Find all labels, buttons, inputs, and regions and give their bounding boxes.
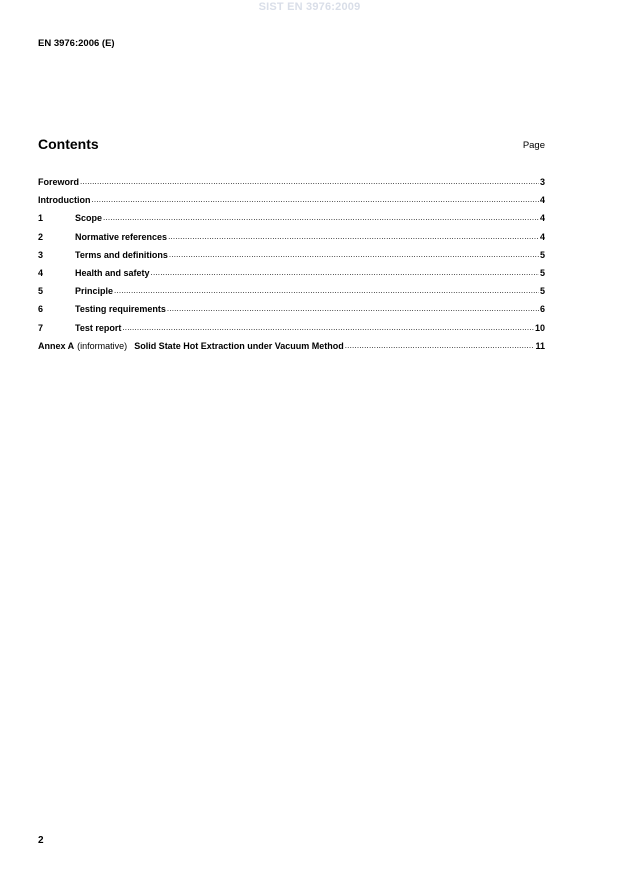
toc-entry-introduction[interactable] [38, 193, 545, 211]
toc-leader-dots [80, 175, 539, 185]
toc-entry-normative-references[interactable] [38, 230, 545, 248]
toc-annex-label: Annex A [38, 340, 75, 351]
toc-leader-dots [92, 193, 539, 203]
toc-entry-title: Scope [75, 213, 103, 224]
toc-entry-number: 2 [38, 231, 44, 242]
toc-entry-annex-a[interactable] [38, 339, 545, 357]
toc-entry-title: Foreword [38, 177, 80, 187]
toc-entry-page: 4 [539, 231, 545, 242]
toc-entry-page: 6 [539, 304, 545, 315]
toc-entry-page: 4 [539, 213, 545, 224]
contents-title: Contents [38, 136, 99, 152]
page-column-heading: Page [522, 140, 545, 151]
toc-entry-number: 6 [38, 304, 44, 315]
toc-entry-foreword[interactable] [38, 175, 545, 193]
toc-entry-number: 5 [38, 286, 44, 297]
toc-entry-test-report[interactable] [38, 321, 545, 339]
toc-entry-number: 4 [38, 267, 44, 278]
toc-entry-title: Test report [75, 322, 122, 333]
toc-entry-page: 11 [535, 340, 545, 351]
watermark: SIST EN 3976:2009 [258, 1, 361, 13]
toc-leader-dots [114, 284, 539, 294]
document-id: EN 3976:2006 (E) [38, 38, 115, 49]
toc-entry-page: 3 [539, 177, 545, 187]
toc-entry-number: 3 [38, 249, 44, 260]
toc-entry-title: Testing requirements [75, 304, 166, 315]
toc-entry-title: Health and safety [75, 267, 150, 278]
toc-entry-title: Principle [75, 286, 114, 297]
toc-entry-health-and-safety[interactable] [38, 266, 545, 284]
toc-entry-title: Terms and definitions [75, 249, 168, 260]
toc-annex-title: Solid State Hot Extraction under Vacuum Method [134, 340, 344, 351]
toc-leader-dots [103, 211, 539, 221]
toc-entry-testing-requirements[interactable] [38, 302, 545, 320]
toc-leader-dots [168, 230, 539, 240]
toc-entry-scope[interactable] [38, 211, 545, 229]
toc-leader-dots [122, 321, 534, 331]
toc-entry-number: 7 [38, 322, 44, 333]
toc-entry-page: 5 [539, 267, 545, 278]
toc-entry-terms-and-definitions[interactable] [38, 248, 545, 266]
toc-annex-qualifier: (informative) [77, 340, 128, 351]
toc-leader-dots [169, 248, 539, 258]
toc-entry-principle[interactable] [38, 284, 545, 302]
toc-entry-title: Normative references [75, 231, 168, 242]
page-number: 2 [38, 835, 44, 846]
toc-entry-title: Introduction [38, 195, 91, 206]
toc-entry-page: 5 [539, 249, 545, 260]
toc-leader-dots [345, 339, 535, 349]
toc-leader-dots [167, 302, 539, 312]
toc-leader-dots [151, 266, 539, 276]
toc-entry-page: 5 [539, 286, 545, 297]
toc-entry-page: 4 [539, 195, 545, 206]
table-of-contents [38, 175, 545, 357]
toc-entry-page: 10 [534, 322, 545, 333]
toc-entry-number: 1 [38, 213, 44, 224]
